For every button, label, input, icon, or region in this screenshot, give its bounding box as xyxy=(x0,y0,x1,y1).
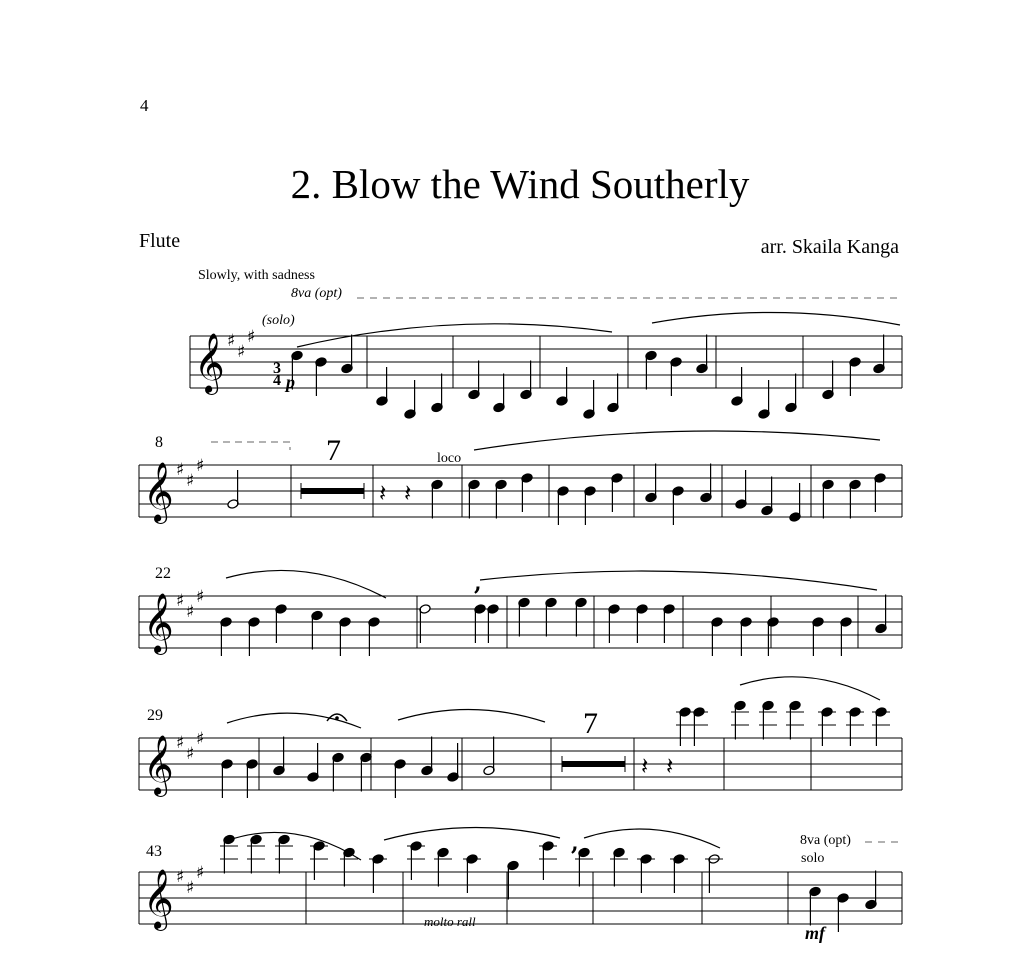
treble-clef: 𝄞 xyxy=(143,735,174,795)
slur xyxy=(226,570,386,598)
sharp-sign: ♯ xyxy=(227,331,236,351)
treble-clef: 𝄞 xyxy=(143,593,174,653)
sharp-sign: ♯ xyxy=(247,327,256,347)
octave-optional-marking-2: 8va (opt) xyxy=(800,833,851,848)
sharp-sign: ♯ xyxy=(176,460,185,480)
time-signature-denominator: 4 xyxy=(273,372,281,389)
multi-rest-count-2: 7 xyxy=(583,707,598,740)
slur xyxy=(297,324,612,347)
page-number: 4 xyxy=(140,96,149,115)
sharp-sign: ♯ xyxy=(176,733,185,753)
breath-mark: , xyxy=(474,570,482,596)
ottava-dashes-end xyxy=(211,442,290,450)
slur xyxy=(474,431,880,450)
treble-clef: 𝄞 xyxy=(143,462,174,522)
arranger-credit: arr. Skaila Kanga xyxy=(760,236,899,258)
solo-marking: (solo) xyxy=(262,313,295,328)
sharp-sign: ♯ xyxy=(196,587,205,607)
time-signature-numerator: 3 xyxy=(273,360,281,377)
slur xyxy=(740,677,880,700)
treble-clef: 𝄞 xyxy=(194,333,225,393)
slur xyxy=(384,827,560,840)
sharp-sign: ♯ xyxy=(186,471,195,491)
tempo-marking: Slowly, with sadness xyxy=(198,268,315,283)
slur xyxy=(398,709,545,722)
slur xyxy=(652,312,900,325)
slur xyxy=(480,571,877,590)
multi-rest-count-1: 7 xyxy=(326,434,341,467)
multi-measure-rest xyxy=(562,761,625,767)
sharp-sign: ♯ xyxy=(186,744,195,764)
measure-number-29: 29 xyxy=(147,707,163,724)
loco-marking: loco xyxy=(437,451,462,466)
piece-title: 2. Blow the Wind Southerly xyxy=(290,161,750,207)
sharp-sign: ♯ xyxy=(196,729,205,749)
measure-number-8: 8 xyxy=(155,434,163,451)
sharp-sign: ♯ xyxy=(186,878,195,898)
molto-rall-marking: molto rall xyxy=(424,914,476,929)
treble-clef: 𝄞 xyxy=(143,869,174,929)
solo-marking-2: solo xyxy=(801,851,825,866)
dynamic-mezzo-forte: mf xyxy=(805,923,825,943)
sharp-sign: ♯ xyxy=(176,867,185,887)
multi-measure-rest xyxy=(301,488,364,494)
instrument-name: Flute xyxy=(139,230,181,252)
measure-number-43: 43 xyxy=(146,843,162,860)
fermata-dot xyxy=(335,716,339,720)
quarter-rest: 𝄽 xyxy=(404,479,412,507)
octave-optional-marking: 8va (opt) xyxy=(291,286,342,301)
dynamic-piano: p xyxy=(286,372,295,392)
sharp-sign: ♯ xyxy=(196,456,205,476)
sharp-sign: ♯ xyxy=(196,863,205,883)
breath-mark: , xyxy=(571,830,579,856)
measure-number-22: 22 xyxy=(155,565,171,582)
quarter-rest: 𝄽 xyxy=(379,479,387,507)
quarter-rest: 𝄽 xyxy=(641,752,649,780)
sharp-sign: ♯ xyxy=(186,602,195,622)
quarter-rest: 𝄽 xyxy=(666,752,674,780)
sharp-sign: ♯ xyxy=(176,591,185,611)
slur xyxy=(584,829,720,848)
sharp-sign: ♯ xyxy=(237,342,246,362)
